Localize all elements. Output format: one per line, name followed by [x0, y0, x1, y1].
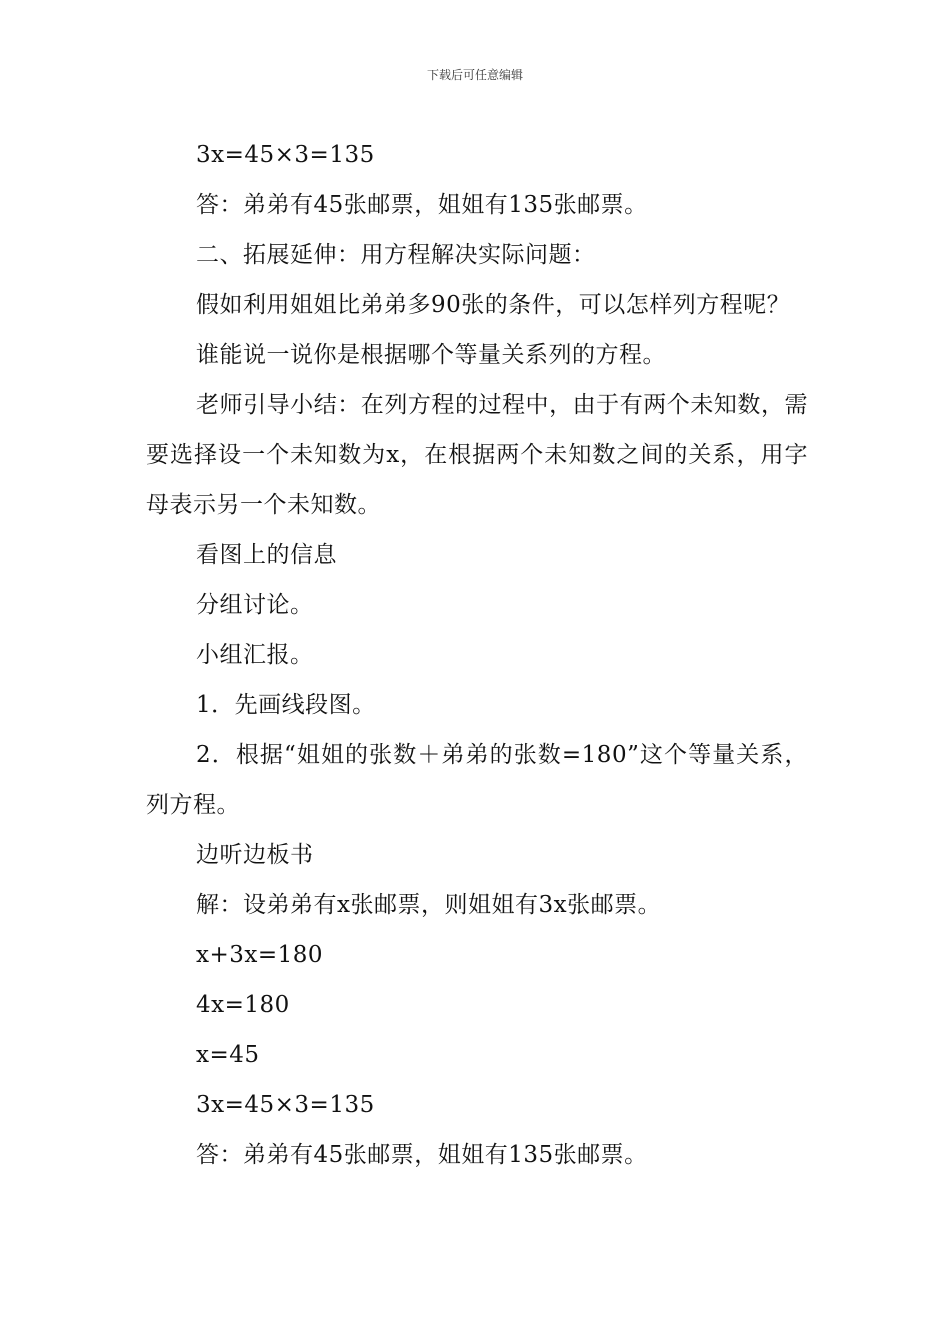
paragraph: 老师引导小结：在列方程的过程中，由于有两个未知数，需要选择设一个未知数为x，在根据两个未知数之间的关系，用字母表示另一个未知数。: [146, 392, 808, 518]
paragraph: 3x=45×3=135: [196, 142, 375, 168]
page-header: 下载后可任意编辑: [426, 68, 523, 82]
paragraph: 解：设弟弟有x张邮票，则姐姐有3x张邮票。: [196, 892, 662, 918]
paragraph: 看图上的信息: [196, 542, 337, 568]
paragraph: 2．根据“姐姐的张数＋弟弟的张数=180”这个等量关系，列方程。: [146, 742, 808, 818]
paragraph: 1．先画线段图。: [196, 692, 376, 718]
paragraph: 答：弟弟有45张邮票，姐姐有135张邮票。: [196, 192, 648, 218]
paragraph: 3x=45×3=135: [196, 1092, 375, 1118]
paragraph: 谁能说一说你是根据哪个等量关系列的方程。: [196, 342, 666, 368]
paragraph: 分组讨论。: [196, 592, 314, 618]
paragraph: 二、拓展延伸：用方程解决实际问题：: [196, 242, 596, 268]
paragraph: 假如利用姐姐比弟弟多90张的条件，可以怎样列方程呢？: [196, 292, 791, 318]
document-body: [146, 130, 808, 1180]
paragraph: x+3x=180: [196, 942, 324, 968]
paragraph: 答：弟弟有45张邮票，姐姐有135张邮票。: [196, 1142, 648, 1168]
paragraph: 小组汇报。: [196, 642, 314, 668]
paragraph: 边听边板书: [196, 842, 314, 868]
paragraph: 4x=180: [196, 992, 290, 1018]
paragraph: x=45: [196, 1042, 260, 1068]
